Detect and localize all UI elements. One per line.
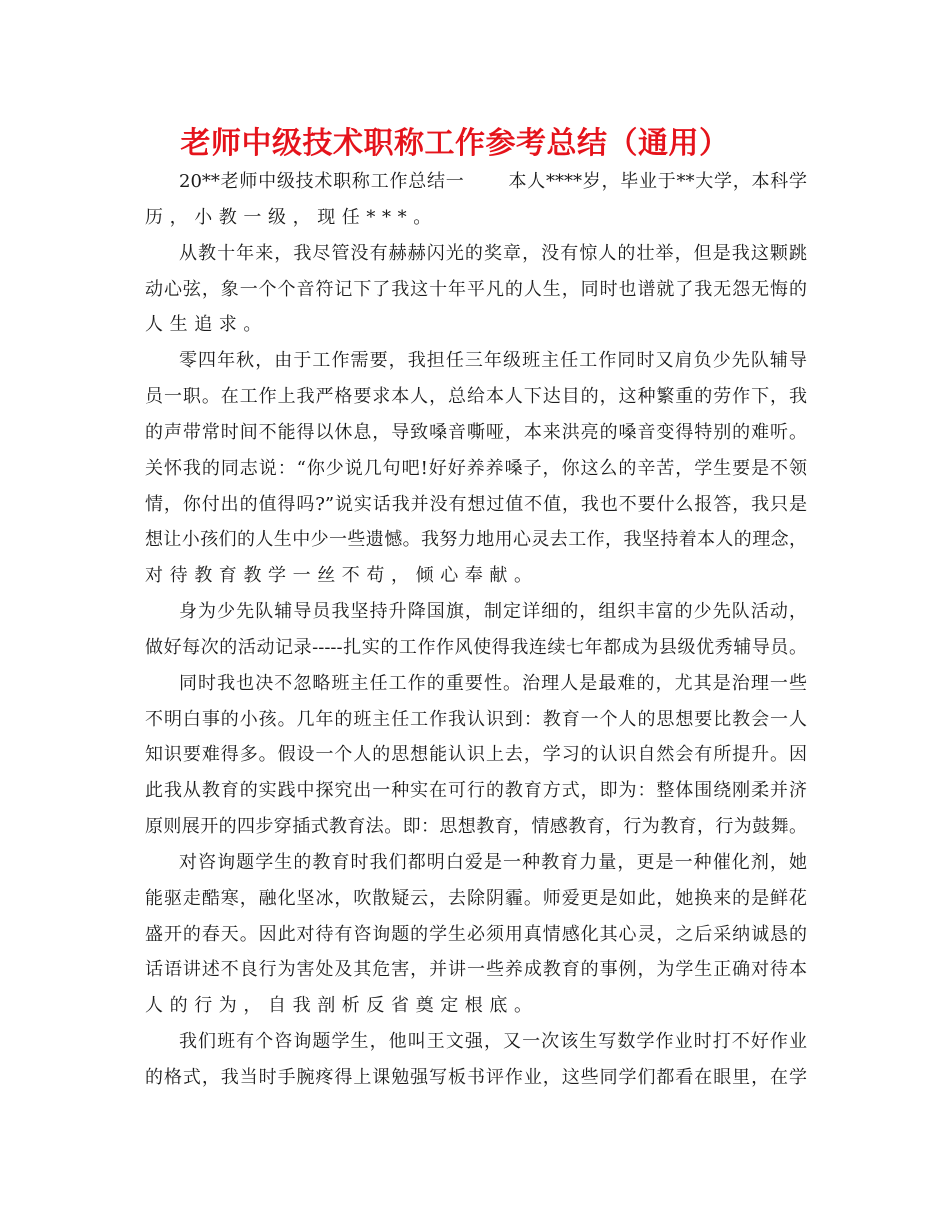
paragraph-line: 历，小教一级，现任***。 bbox=[145, 206, 438, 228]
paragraph-line: 做好每次的活动记录-----扎实的工作作风使得我连续七年都成为县级优秀辅导员。 bbox=[145, 636, 807, 658]
paragraph-line: 情，你付出的值得吗?”说实话我并没有想过值不值，我也不要什么报答，我只是 bbox=[145, 493, 807, 515]
paragraph-line: 能驱走酷寒，融化坚冰，吹散疑云，去除阴霾。师爱更是如此，她换来的是鲜花 bbox=[145, 887, 807, 909]
paragraph-line: 关怀我的同志说：“你少说几句吧!好好养养嗓子，你这么的辛苦，学生要是不领 bbox=[145, 457, 807, 479]
paragraph-line: 原则展开的四步穿插式教育法。即：思想教育，情感教育，行为教育，行为鼓舞。 bbox=[145, 816, 807, 838]
paragraph-line: 员一职。在工作上我严格要求本人，总给本人下达目的，这种繁重的劳作下，我 bbox=[145, 386, 807, 408]
paragraph-line: 我们班有个咨询题学生，他叫王文强，又一次该生写数学作业时打不好作业 bbox=[179, 1031, 807, 1053]
paragraph-line: 人生追求。 bbox=[145, 314, 268, 336]
paragraph-line: 话语讲述不良行为害处及其危害，并讲一些养成教育的事例，为学生正确对待本 bbox=[145, 959, 807, 981]
paragraph-line: 知识要难得多。假设一个人的思想能认识上去，学习的认识自然会有所提升。因 bbox=[145, 744, 807, 766]
paragraph-line: 20**老师中级技术职称工作总结一 本人****岁，毕业于**大学，本科学 bbox=[179, 171, 807, 192]
paragraph-line: 对待教育教学一丝不苟，倾心奉献。 bbox=[145, 565, 539, 587]
paragraph-line: 想让小孩们的人生中少一些遗憾。我努力地用心灵去工作，我坚持着本人的理念， bbox=[145, 529, 807, 551]
paragraph-line: 对咨询题学生的教育时我们都明白爱是一种教育力量，更是一种催化剂，她 bbox=[179, 851, 807, 873]
paragraph-line: 不明白事的小孩。几年的班主任工作我认识到：教育一个人的思想要比教会一人 bbox=[145, 708, 807, 730]
paragraph-line: 的声带常时间不能得以休息，导致嗓音嘶哑，本来洪亮的嗓音变得特别的难听。 bbox=[145, 421, 807, 443]
document-title: 老师中级技术职称工作参考总结（通用） bbox=[180, 126, 730, 161]
paragraph-line: 从教十年来，我尽管没有赫赫闪光的奖章，没有惊人的壮举，但是我这颗跳 bbox=[179, 242, 807, 264]
paragraph-line: 同时我也决不忽略班主任工作的重要性。治理人是最难的，尤其是治理一些 bbox=[179, 672, 807, 694]
paragraph-line: 盛开的春天。因此对待有咨询题的学生必须用真情感化其心灵，之后采纳诚恳的 bbox=[145, 923, 807, 945]
paragraph-line: 动心弦，象一个个音符记下了我这十年平凡的人生，同时也谱就了我无怨无悔的 bbox=[145, 278, 807, 300]
paragraph-line: 此我从教育的实践中探究出一种实在可行的教育方式，即为：整体围绕刚柔并济 bbox=[145, 780, 807, 802]
paragraph-line: 的格式，我当时手腕疼得上课勉强写板书评作业，这些同学们都看在眼里，在学 bbox=[145, 1067, 807, 1088]
paragraph-line: 零四年秋，由于工作需要，我担任三年级班主任工作同时又肩负少先队辅导 bbox=[179, 350, 807, 372]
paragraph-line: 人的行为，自我剖析反省奠定根底。 bbox=[145, 995, 539, 1017]
paragraph-line: 身为少先队辅导员我坚持升降国旗，制定详细的，组织丰富的少先队活动， bbox=[179, 601, 807, 623]
